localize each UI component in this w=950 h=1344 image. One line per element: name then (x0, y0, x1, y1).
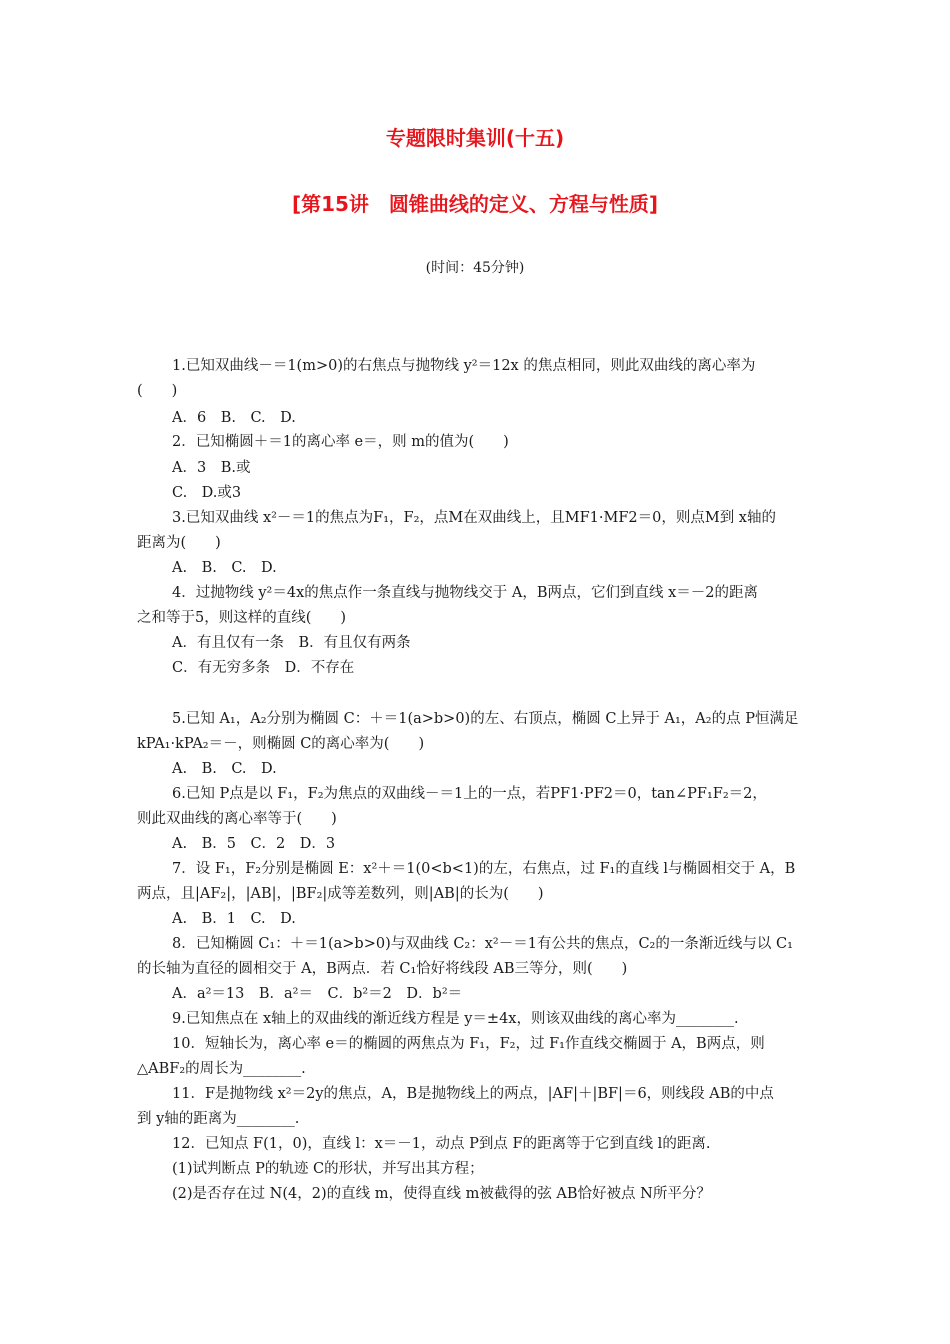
page-title: 专题限时集训(十五) (385, 126, 565, 150)
text-line: ( ) (137, 383, 178, 399)
text-line: 12．已知点 F(1，0)，直线 l：x＝－1，动点 P到点 F的距离等于它到直线 l的距离. (172, 1136, 711, 1152)
text-line: 距离为( ) (137, 535, 221, 551)
text-line: 则此双曲线的离心率等于( ) (137, 811, 337, 827)
text-line: A．6 B. C. D. (172, 410, 296, 426)
text-line: (2)是否存在过 N(4，2)的直线 m，使得直线 m被截得的弦 AB恰好被点 N所平分？ (172, 1186, 711, 1202)
text-line: 3.已知双曲线 x²－＝1的焦点为F₁，F₂，点M在双曲线上，且MF1·MF2＝0，则点M到 x轴的 (172, 510, 776, 526)
text-line: A. B．1 C. D. (172, 911, 296, 927)
text-line: 9.已知焦点在 x轴上的双曲线的渐近线方程是 y＝±4x，则该双曲线的离心率为________. (172, 1011, 739, 1027)
text-line: 7．设 F₁，F₂分别是椭圆 E：x²＋＝1(0<b<1)的左，右焦点，过 F₁的直线 l与椭圆相交于 A，B (172, 861, 796, 877)
text-line: 6.已知 P点是以 F₁，F₂为焦点的双曲线－＝1上的一点，若PF1·PF2＝0，tan∠PF₁F₂＝2， (172, 786, 767, 802)
text-line: 11．F是抛物线 x²＝2y的焦点，A，B是抛物线上的两点，|AF|＋|BF|＝6，则线段 AB的中点 (172, 1086, 774, 1102)
text-line: (1)试判断点 P的轨迹 C的形状，并写出其方程； (172, 1161, 484, 1177)
text-line: A. B. C. D. (172, 560, 277, 576)
text-line: 的长轴为直径的圆相交于 A，B两点．若 C₁恰好将线段 AB三等分，则( ) (137, 961, 628, 977)
text-line: C. D.或3 (172, 485, 242, 501)
text-line: 8．已知椭圆 C₁：＋＝1(a>b>0)与双曲线 C₂：x²－＝1有公共的焦点，C₂的一条渐近线与以 C₁ (172, 936, 793, 952)
text-line: A．有且仅有一条 B．有且仅有两条 (172, 635, 411, 651)
text-line: C．有无穷多条 D．不存在 (172, 660, 355, 676)
text-line: 10．短轴长为，离心率 e＝的椭圆的两焦点为 F₁，F₂，过 F₁作直线交椭圆于 A，B两点，则 (172, 1036, 765, 1052)
text-line: A. B．5 C．2 D．3 (172, 836, 336, 852)
text-line: 之和等于5，则这样的直线( ) (137, 610, 347, 626)
text-line: 2．已知椭圆＋＝1的离心率 e＝，则 m的值为( ) (172, 434, 509, 450)
text-line: A. B. C. D. (172, 761, 277, 777)
time-limit: (时间：45分钟) (425, 260, 525, 276)
page-subtitle: [第15讲 圆锥曲线的定义、方程与性质] (291, 192, 659, 216)
text-line: A．3 B.或 (172, 460, 251, 476)
text-line: 1.已知双曲线－＝1(m>0)的右焦点与抛物线 y²＝12x 的焦点相同，则此双曲线的离心率为 (172, 358, 756, 374)
text-line: kPA₁·kPA₂＝－，则椭圆 C的离心率为( ) (137, 736, 425, 752)
text-line: 两点，且|AF₂|，|AB|，|BF₂|成等差数列，则|AB|的长为( ) (137, 886, 544, 902)
text-line: 5.已知 A₁，A₂分别为椭圆 C：＋＝1(a>b>0)的左、右顶点，椭圆 C上异于 A₁，A₂的点 P恒满足 (172, 711, 799, 727)
text-line: 4．过抛物线 y²＝4x的焦点作一条直线与抛物线交于 A，B两点，它们到直线 x＝－2的距离 (172, 585, 758, 601)
text-line: △ABF₂的周长为________. (137, 1061, 306, 1077)
text-line: A．a²＝13 B．a²＝ C．b²＝2 D．b²＝ (172, 986, 463, 1002)
text-line: 到 y轴的距离为________. (137, 1111, 300, 1127)
